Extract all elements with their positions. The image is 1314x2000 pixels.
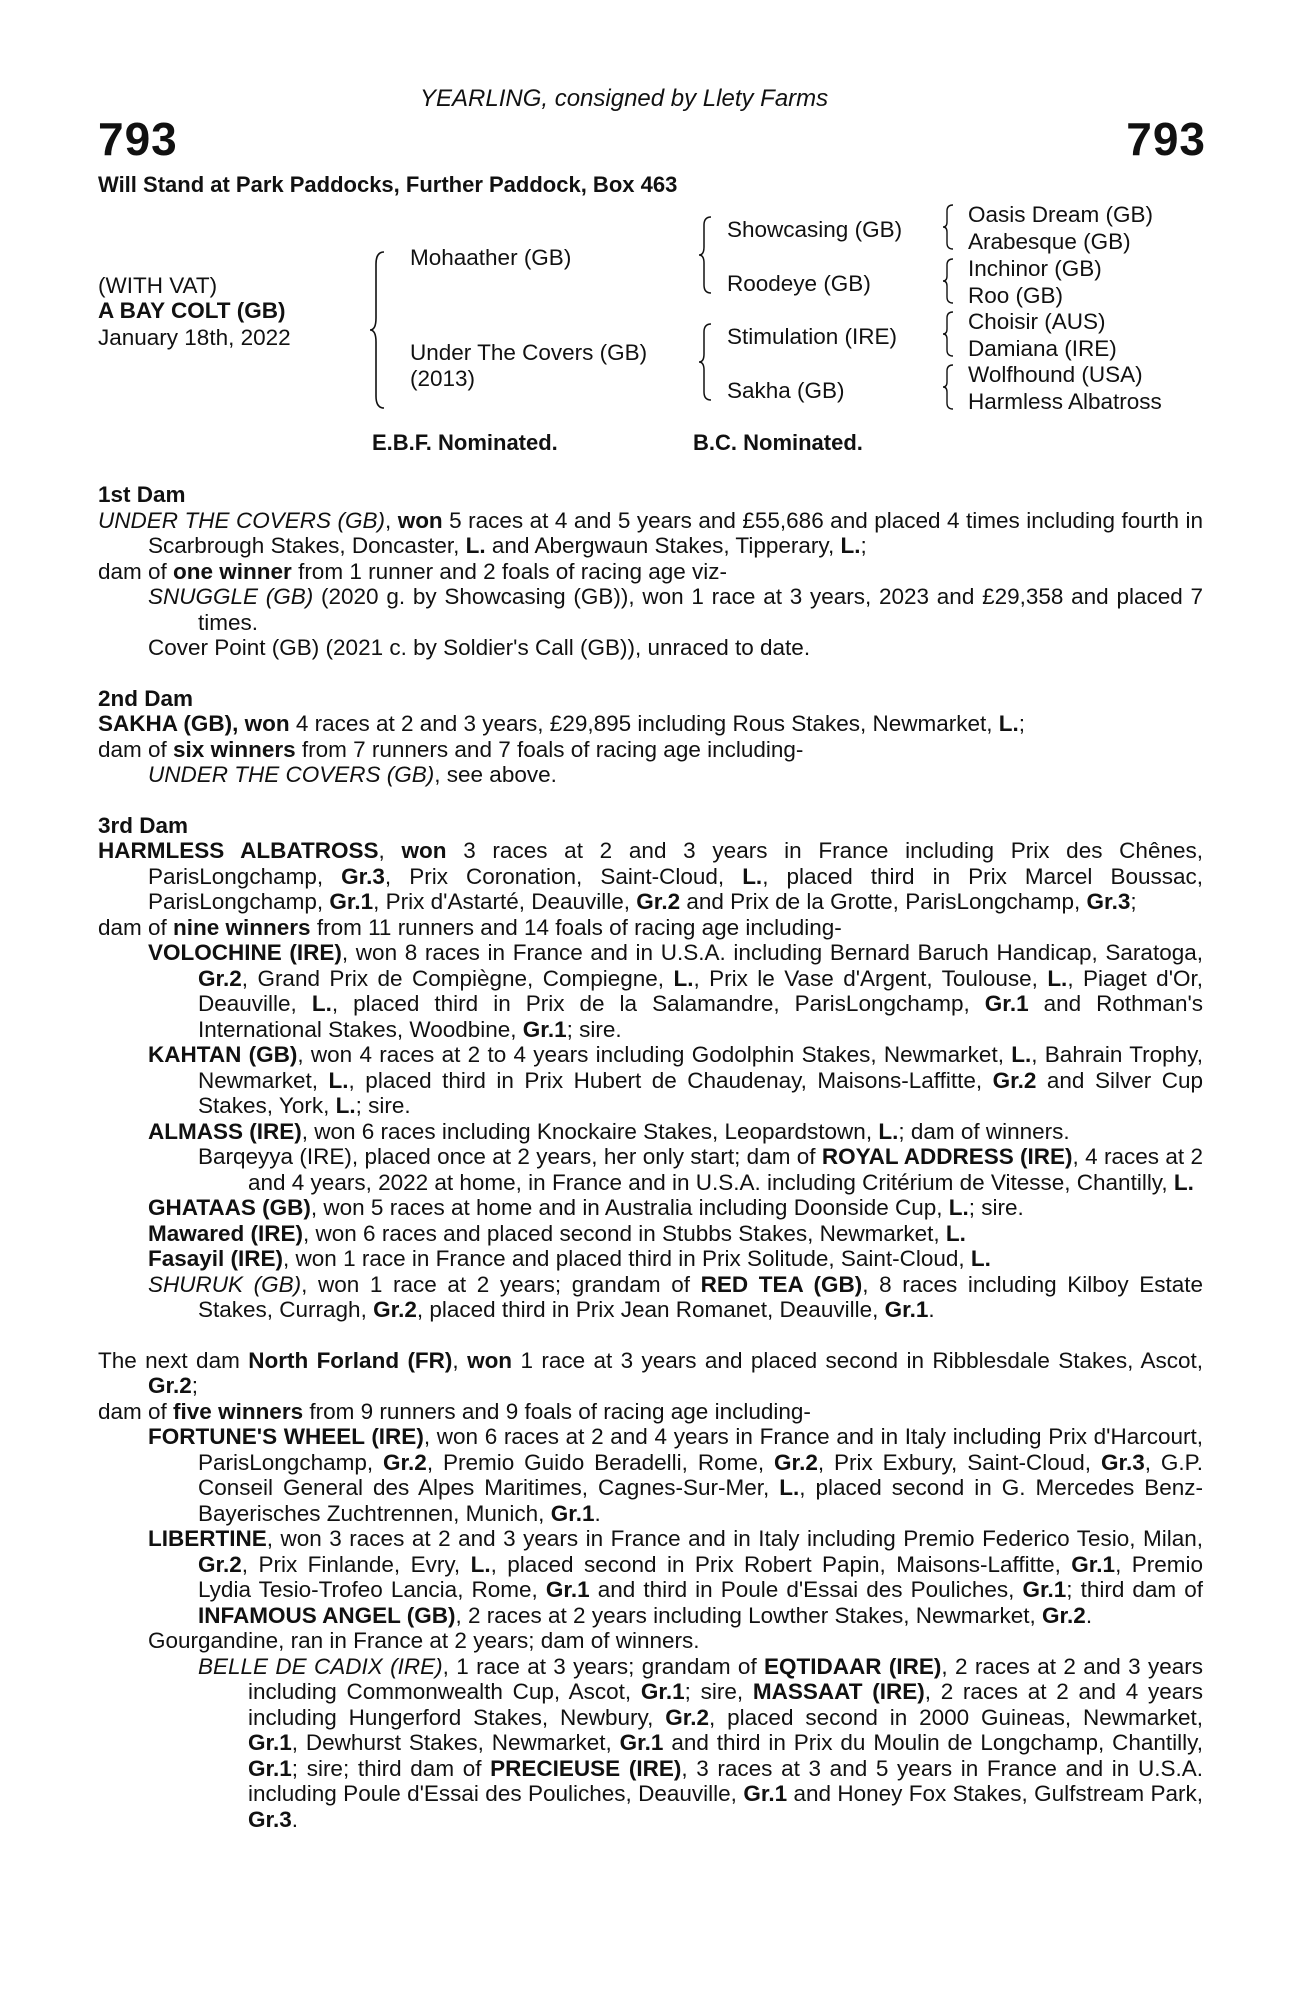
produce-entry: ALMASS (IRE), won 6 races including Knockaire Stakes, Leopardstown, L.; dam of winners.: [148, 1118, 1070, 1144]
bc-nomination: B.C. Nominated.: [693, 430, 863, 455]
third-dam-heading: 3rd Dam: [98, 812, 189, 838]
first-dam-produce-summary: dam of one winner from 1 runner and 2 foals of racing age viz-: [98, 558, 728, 584]
stand-location: Will Stand at Park Paddocks, Further Paddock, Box 463: [98, 172, 678, 197]
produce-entry: FORTUNE'S WHEEL (IRE), won 6 races at 2 and 4 years in France and in Italy including Prix d'Harcourt, ParisLongchamp, Gr.2, Premio Guido Beradelli, Rome, Gr.2, Prix Exbury, Saint-Cloud, Gr.3, G.P. Conseil General des Alpes Maritimes, Cagnes-Sur-Mer, L., placed second in G. Mercedes Benz-Bayerisches Zuchtrennen, Munich, Gr.1.: [148, 1424, 1203, 1526]
lot-number-right: 793: [1126, 113, 1206, 165]
dam-name: Under The Covers (GB): [410, 340, 648, 365]
pedigree-brace-g2: [942, 257, 956, 305]
consignor-line: YEARLING, consigned by Llety Farms: [420, 85, 829, 112]
third-dam-produce-summary: dam of nine winners from 11 runners and 14 foals of racing age including-: [98, 914, 842, 940]
g3-ancestor: Harmless Albatross: [968, 389, 1162, 414]
lot-number-left: 793: [98, 113, 178, 165]
produce-entry: GHATAAS (GB), won 5 races at home and in Australia including Doonside Cup, L.; sire.: [148, 1195, 1024, 1220]
first-dam-name: UNDER THE COVERS (GB): [98, 507, 385, 533]
g3-ancestor: Choisir (AUS): [968, 309, 1106, 334]
g3-ancestor: Wolfhound (USA): [968, 362, 1143, 387]
third-dam-paragraph: HARMLESS ALBATROSS, won 3 races at 2 and 3 years in France including Prix des Chênes, ParisLongchamp, Gr.3, Prix Coronation, Saint-Cloud, L., placed third in Prix Marcel Boussac, ParisLongchamp, Gr.1, Prix d'Astarté, Deauville, Gr.2 and Prix de la Grotte, ParisLongchamp, Gr.3;: [98, 838, 1204, 914]
produce-entry: Gourgandine, ran in France at 2 years; dam of winners.: [148, 1628, 700, 1653]
pedigree-brace-sire: [698, 215, 714, 295]
vat-note: (WITH VAT): [98, 273, 218, 298]
produce-entry: Cover Point (GB) (2021 c. by Soldier's Call (GB)), unraced to date.: [148, 635, 811, 660]
second-dam-produce-summary: dam of six winners from 7 runners and 7 foals of racing age including-: [98, 736, 804, 762]
foaling-date: January 18th, 2022: [98, 325, 291, 350]
horse-name: A BAY COLT (GB): [98, 298, 286, 323]
dam-sire: Stimulation (IRE): [727, 324, 898, 349]
next-dam-paragraph: The next dam North Forland (FR), won 1 race at 3 years and placed second in Ribblesdale Stakes, Ascot, Gr.2;: [98, 1347, 1203, 1398]
pedigree-brace-main: [368, 250, 388, 410]
next-dam-produce-summary: dam of five winners from 9 runners and 9 foals of racing age including-: [98, 1398, 811, 1424]
dam-dam: Sakha (GB): [727, 378, 845, 403]
pedigree-brace-g3: [942, 310, 956, 358]
pedigree-brace-g1: [942, 203, 956, 251]
pedigree-brace-dam: [698, 322, 714, 402]
second-dam-paragraph: SAKHA (GB), won 4 races at 2 and 3 years, £29,895 including Rous Stakes, Newmarket, L.;: [98, 711, 1026, 736]
ebf-nomination: E.B.F. Nominated.: [372, 430, 558, 455]
sire-name: Mohaather (GB): [410, 245, 572, 270]
second-dam-heading: 2nd Dam: [98, 685, 194, 711]
first-dam-heading: 1st Dam: [98, 482, 186, 507]
g3-ancestor: Oasis Dream (GB): [968, 202, 1154, 227]
produce-entry: SHURUK (GB), won 1 race at 2 years; grandam of RED TEA (GB), 8 races including Kilboy Estate Stakes, Curragh, Gr.2, placed third in Prix Jean Romanet, Deauville, Gr.1.: [148, 1271, 1203, 1322]
dam-produce-record: [98, 482, 1203, 1832]
produce-entry: Fasayil (IRE), won 1 race in France and placed third in Prix Solitude, Saint-Cloud, L.: [148, 1246, 991, 1271]
dam-year: (2013): [410, 366, 476, 391]
produce-entry: UNDER THE COVERS (GB), see above.: [148, 762, 557, 787]
produce-entry: VOLOCHINE (IRE), won 8 races in France and in U.S.A. including Bernard Baruch Handicap, Saratoga, Gr.2, Grand Prix de Compiègne, Compiegne, L., Prix le Vase d'Argent, Toulouse, L., Piaget d'Or, Deauville, L., placed third in Prix de la Salamandre, ParisLongchamp, Gr.1 and Rothman's International Stakes, Woodbine, Gr.1; sire.: [148, 940, 1203, 1042]
sire-sire: Showcasing (GB): [727, 217, 903, 242]
first-dam-paragraph: UNDER THE COVERS (GB), won 5 races at 4 and 5 years and £55,686 and placed 4 times including fourth in Scarbrough Stakes, Doncaster, L. and Abergwaun Stakes, Tipperary, L.;: [98, 507, 1203, 558]
g3-ancestor: Damiana (IRE): [968, 336, 1117, 361]
g3-ancestor: Roo (GB): [968, 283, 1064, 308]
produce-sub-entry: Barqeyya (IRE), placed once at 2 years, her only start; dam of ROYAL ADDRESS (IRE), 4 races at 2 and 4 years, 2022 at home, in France and in U.S.A. including Critérium de Vitesse, Chantilly, L.: [198, 1144, 1203, 1195]
sire-dam: Roodeye (GB): [727, 271, 871, 296]
g3-ancestor: Arabesque (GB): [968, 229, 1131, 254]
produce-entry: SNUGGLE (GB) (2020 g. by Showcasing (GB)), won 1 race at 3 years, 2023 and £29,358 and placed 7 times.: [148, 584, 1204, 635]
pedigree-brace-g4: [942, 363, 956, 411]
g3-ancestor: Inchinor (GB): [968, 256, 1102, 281]
produce-entry: Mawared (IRE), won 6 races and placed second in Stubbs Stakes, Newmarket, L.: [148, 1220, 966, 1246]
produce-entry: LIBERTINE, won 3 races at 2 and 3 years in France and in Italy including Premio Federico Tesio, Milan, Gr.2, Prix Finlande, Evry, L., placed second in Prix Robert Papin, Maisons-Laffitte, Gr.1, Premio Lydia Tesio-Trofeo Lancia, Rome, Gr.1 and third in Poule d'Essai des Pouliches, Gr.1; third dam of INFAMOUS ANGEL (GB), 2 races at 2 years including Lowther Stakes, Newmarket, Gr.2.: [148, 1526, 1204, 1628]
produce-sub-entry: BELLE DE CADIX (IRE), 1 race at 3 years; grandam of EQTIDAAR (IRE), 2 races at 2 and 3 years including Commonwealth Cup, Ascot, Gr.1; sire, MASSAAT (IRE), 2 races at 2 and 4 years including Hungerford Stakes, Newbury, Gr.2, placed second in 2000 Guineas, Newmarket, Gr.1, Dewhurst Stakes, Newmarket, Gr.1 and third in Prix du Moulin de Longchamp, Chantilly, Gr.1; sire; third dam of PRECIEUSE (IRE), 3 races at 3 and 5 years in France and in U.S.A. including Poule d'Essai des Pouliches, Deauville, Gr.1 and Honey Fox Stakes, Gulfstream Park, Gr.3.: [198, 1653, 1203, 1832]
produce-entry: KAHTAN (GB), won 4 races at 2 to 4 years including Godolphin Stakes, Newmarket, L., Bahrain Trophy, Newmarket, L., placed third in Prix Hubert de Chaudenay, Maisons-Laffitte, Gr.2 and Silver Cup Stakes, York, L.; sire.: [148, 1042, 1204, 1118]
